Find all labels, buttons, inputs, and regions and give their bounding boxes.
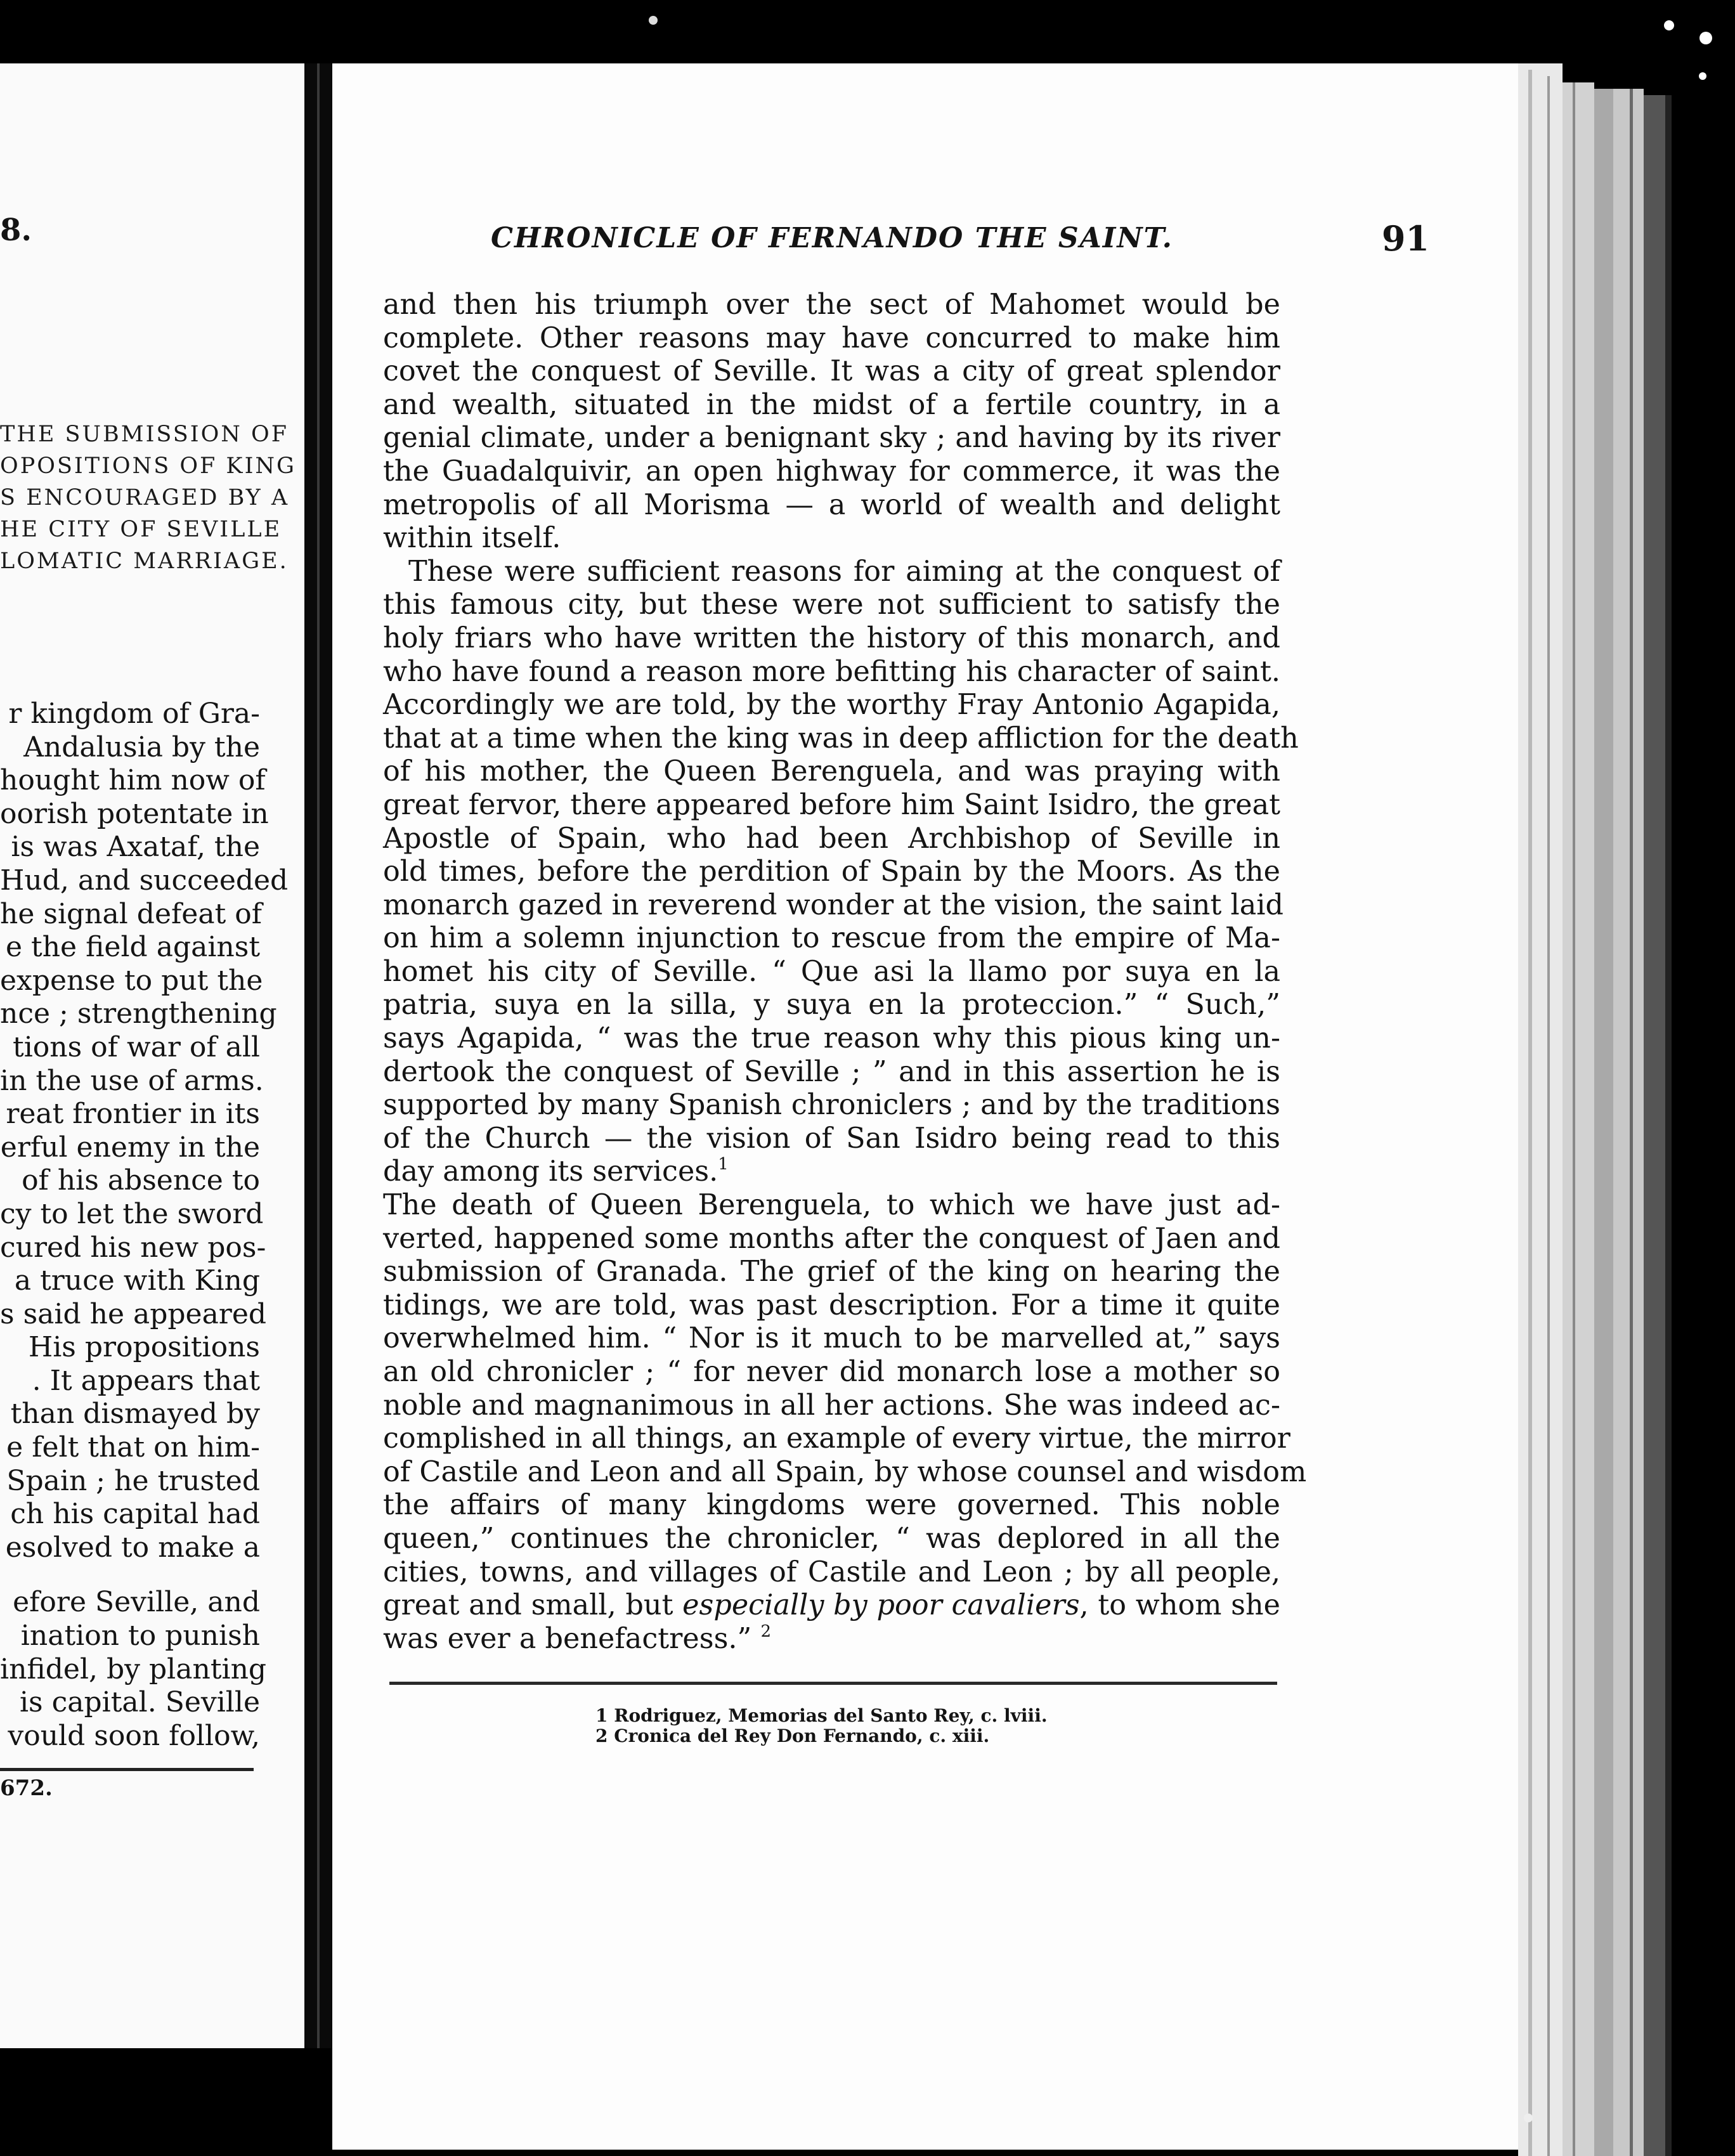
text-line: the affairs of many kingdoms were governed. This noble (383, 1489, 1280, 1522)
left-page-number-fragment: 8. (0, 212, 32, 248)
text-line: verted, happened some months after the conquest of Jaen and (383, 1222, 1280, 1255)
left-heading-line: OPOSITIONS OF KING (0, 453, 296, 479)
text-line: on him a solemn injunction to rescue from the empire of Ma- (383, 922, 1280, 955)
left-text-line: hought him now of (0, 764, 266, 797)
text-line: The death of Queen Berenguela, to which we have just ad- (383, 1189, 1280, 1222)
text-line: complished in all things, an example of every virtue, the mirror (383, 1422, 1290, 1455)
left-text-line: cured his new pos- (0, 1231, 266, 1264)
left-heading-line: HE CITY OF SEVILLE (0, 517, 282, 542)
note-marker: 1 (718, 1155, 729, 1174)
text-line: and wealth, situated in the midst of a fertile country, in a (383, 388, 1280, 421)
text-line: the Guadalquivir, an open highway for commerce, it was the (383, 455, 1280, 488)
text-line: patria, suya en la silla, y suya en la proteccion.” “ Such,” (383, 989, 1280, 1022)
text-line: genial climate, under a benignant sky ; and having by its river (383, 422, 1280, 455)
footnote: 1 Rodriguez, Memorias del Santo Rey, c. lviii. (595, 1705, 1048, 1726)
note-marker: 2 (760, 1621, 772, 1641)
left-text-line: is was Axataf, the (11, 831, 260, 864)
left-text-line: efore Seville, and (13, 1586, 260, 1619)
left-body-text (0, 698, 289, 1753)
left-text-line: erful enemy in the (0, 1131, 260, 1164)
running-head (491, 218, 1429, 266)
left-text-line: a truce with King (14, 1264, 260, 1297)
text-line: of Castile and Leon and all Spain, by whose counsel and wisdom (383, 1455, 1307, 1488)
text-line: cities, towns, and villages of Castile and Leon ; by all people, (383, 1555, 1280, 1588)
left-heading-line: LOMATIC MARRIAGE. (0, 549, 289, 574)
text-line: holy friars who have written the history of this monarch, and (383, 621, 1280, 654)
left-text-line: expense to put the (0, 964, 263, 997)
left-text-line: infidel, by planting (0, 1653, 267, 1685)
text-line: this famous city, but these were not sufficient to satisfy the (383, 588, 1280, 621)
text-line: complete. Other reasons may have concurred to make him (383, 321, 1280, 354)
text-line: who have found a reason more befitting his character of saint. (383, 655, 1280, 688)
text-line: that at a time when the king was in deep affliction for the death (383, 722, 1299, 755)
left-text-line: tions of war of all (13, 1030, 260, 1063)
text-line: great fervor, there appeared before him Saint Isidro, the great (383, 788, 1280, 821)
left-text-line: Spain ; he trusted (6, 1464, 260, 1497)
text-line: an old chronicler ; “ for never did monarch lose a mother so (383, 1356, 1280, 1388)
left-text-line: reat frontier in its (6, 1098, 260, 1131)
italic-phrase: especially by poor cavaliers (682, 1589, 1080, 1622)
text-line: of the Church — the vision of San Isidro being read to this (383, 1122, 1280, 1155)
text-line-content: , to whom she (1079, 1589, 1280, 1622)
text-line: within itself. (383, 522, 561, 555)
left-facing-page (0, 63, 304, 2048)
text-line: noble and magnanimous in all her actions. She was indeed ac- (383, 1389, 1280, 1422)
text-line (383, 1623, 1280, 1656)
text-line: covet the conquest of Seville. It was a city of great splendor (383, 355, 1280, 388)
left-footer-fragment: 672. (0, 1776, 53, 1801)
text-line-content: was ever a benefactress.” (383, 1622, 752, 1655)
text-line: Apostle of Spain, who had been Archbishop of Seville in (383, 822, 1280, 855)
text-line: tidings, we are told, was past description. For a time it quite (383, 1289, 1280, 1322)
footnote: 2 Cronica del Rey Don Fernando, c. xiii. (595, 1725, 990, 1746)
text-line: Accordingly we are told, by the worthy Fray Antonio Agapida, (383, 689, 1280, 722)
footnote-rule (389, 1682, 1277, 1685)
text-line: dertook the conquest of Seville ; ” and in this assertion he is (383, 1055, 1280, 1088)
text-line: metropolis of all Morisma — a world of wealth and delight (383, 488, 1280, 521)
left-text-line: Andalusia by the (23, 731, 260, 763)
left-text-line: nce ; strengthening (0, 997, 277, 1030)
left-text-line: esolved to make a (5, 1531, 260, 1564)
left-text-line: Hud, and succeeded (0, 864, 289, 897)
footnotes (595, 1706, 1048, 1746)
text-line (383, 1155, 1280, 1189)
left-heading-line: THE SUBMISSION OF (0, 422, 289, 447)
page-number: 91 (1381, 218, 1429, 259)
left-chapter-heading (0, 419, 296, 577)
left-text-line: r kingdom of Gra- (8, 698, 260, 730)
left-text-line: cy to let the sword (0, 1197, 264, 1230)
left-text-line: e felt that on him- (6, 1431, 260, 1464)
text-line: queen,” continues the chronicler, “ was deplored in all the (383, 1522, 1280, 1555)
text-line: supported by many Spanish chroniclers ; and by the traditions (383, 1089, 1280, 1122)
left-text-line: ination to punish (20, 1620, 260, 1653)
left-text-line: of his absence to (22, 1164, 260, 1197)
left-text-line: e the field against (6, 931, 260, 964)
left-text-line: is capital. Seville (19, 1686, 260, 1719)
left-text-line: s said he appeared (0, 1297, 267, 1330)
left-text-line: vould soon follow, (8, 1719, 260, 1752)
text-line-content: great and small, but (383, 1589, 673, 1622)
text-line: and then his triumph over the sect of Mahomet would be (383, 289, 1280, 321)
left-footnote-rule (0, 1768, 254, 1771)
text-line: monarch gazed in reverend wonder at the vision, the saint laid (383, 888, 1283, 921)
text-line-content: day among its services. (383, 1155, 718, 1188)
running-title: CHRONICLE OF FERNANDO THE SAINT. (491, 222, 1173, 254)
left-text-line: . It appears that (32, 1364, 260, 1397)
left-heading-line: S ENCOURAGED BY A (0, 485, 290, 510)
text-line: of his mother, the Queen Berenguela, and was praying with (383, 755, 1280, 788)
left-text-line: ch his capital had (10, 1498, 260, 1531)
text-line: submission of Granada. The grief of the king on hearing the (383, 1256, 1280, 1289)
text-line: old times, before the perdition of Spain by the Moors. As the (383, 855, 1280, 888)
text-line: says Agapida, “ was the true reason why this pious king un- (383, 1022, 1280, 1055)
text-line (383, 1589, 1280, 1623)
left-text-line: oorish potentate in (0, 797, 269, 830)
main-text (383, 289, 1307, 1656)
text-line: homet his city of Seville. “ Que asi la llamo por suya en la (383, 955, 1280, 988)
text-line: These were sufficient reasons for aiming at the conquest of (408, 555, 1280, 588)
right-main-page (332, 63, 1518, 2150)
left-text-line: His propositions (28, 1331, 260, 1364)
text-line: overwhelmed him. “ Nor is it much to be marvelled at,” says (383, 1322, 1280, 1355)
left-text-line: in the use of arms. (0, 1064, 264, 1097)
left-text-line: he signal defeat of (0, 897, 263, 930)
left-text-line: than dismayed by (10, 1398, 260, 1431)
